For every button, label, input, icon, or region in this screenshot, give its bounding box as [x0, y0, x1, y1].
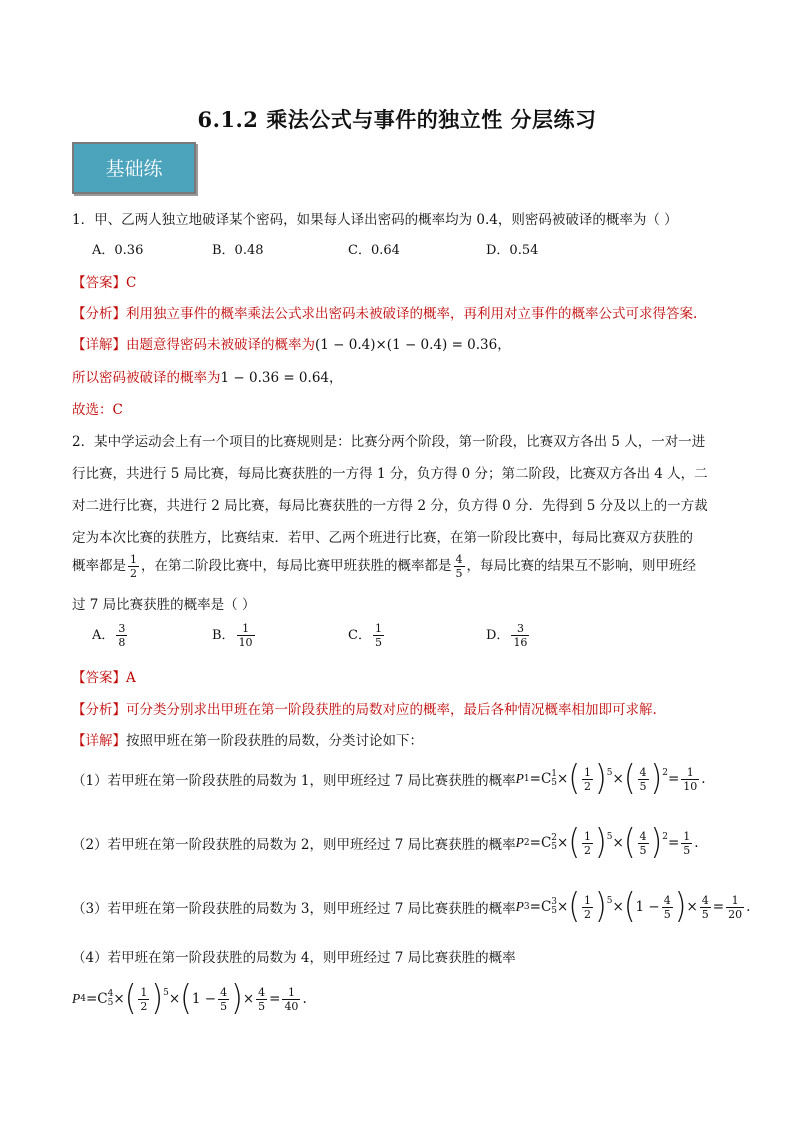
answer-tag: 【答案】 [72, 275, 126, 291]
analysis-text: 利用独立事件的概率乘法公式求出密码未被破译的概率，再利用对立事件的概率公式可求得答案. [126, 306, 698, 322]
q2-option-d: D． $\frac{3}{16}$ [486, 622, 528, 649]
q2-option-c: C． $\frac{1}{5}$ [348, 622, 382, 649]
fraction-four-fifths: $\frac{4}{5}$ [455, 553, 463, 580]
q2-line3: 对二进行比赛，共进行 2 局比赛，每局比赛获胜的一方得 2 分，负方得 0 分．先得到 5 分及以上的一方裁 [72, 498, 708, 514]
q1-line2 [72, 366, 343, 386]
detail-tag: 【详解】 [72, 337, 126, 353]
detail-text: 由题意得密码未被破译的概率为 [126, 337, 315, 353]
fraction-half: $\frac{1}{2}$ [130, 553, 137, 580]
q1-analysis [72, 302, 697, 322]
line5c: ，每局比赛的结果互不影响，则甲班经 [466, 558, 696, 574]
q2-line6: 过 7 局比赛获胜的概率是（ ） [72, 597, 256, 613]
q1-stem: 1．甲、乙两人独立地破译某个密码，如果每人译出密码的概率均为 0.4，则密码被破译的概率为（ ） [72, 212, 678, 228]
case-4-formula: P 4 = C 4 5 × ( $\frac{1}{2}$ ) 5 × ( 1 − $\frac{4}{5}$ ) × $\frac{4}{5}$ = $\frac{1}{40}$ . [72, 978, 307, 1019]
q1-option-c: C．0.64 [348, 243, 400, 258]
q2-analysis: 【分析】可分类分别求出甲班在第一阶段获胜的局数对应的概率，最后各种情况概率相加即可求解. [72, 702, 657, 718]
line2-formula: 1 − 0.36 = 0.64 [220, 370, 329, 386]
analysis-tag: 【分析】 [72, 306, 126, 322]
section-badge: 基础练 [72, 142, 196, 194]
page-title: 6.1.2 乘法公式与事件的独立性 分层练习 [197, 107, 597, 132]
line2-text: 所以密码被破译的概率为 [72, 370, 221, 386]
q2-line2: 行比赛，共进行 5 局比赛，每局比赛获胜的一方得 1 分，负方得 0 分；第二阶段，比赛双方各出 4 人，二 [72, 466, 708, 482]
q2-line5 [72, 553, 696, 580]
q2-answer: 【答案】A [72, 670, 136, 686]
line5a: 概率都是 [72, 558, 126, 574]
q1-option-a: A．0.36 [92, 243, 144, 258]
q2-line4: 定为本次比赛的获胜方，比赛结束．若甲、乙两个班进行比赛，在第一阶段比赛中，每局比赛双方获胜的 [72, 530, 693, 546]
q1-option-d: D．0.54 [486, 243, 539, 258]
case-2: （2）若甲班在第一阶段获胜的局数为 2，则甲班经过 7 局比赛获胜的概率 P 2 = C 2 5 × ( $\frac{1}{2}$ ) 5 × ( $\frac{4}{5}$ ) 2 = $\frac{1}{5}$ . [72, 822, 699, 863]
line2-end: ， [329, 370, 343, 386]
answer-value: C [126, 275, 137, 291]
q2-option-b: B． $\frac{1}{10}$ [212, 622, 253, 649]
case-3: （3）若甲班在第一阶段获胜的局数为 3，则甲班经过 7 局比赛获胜的概率 P 3 = C 3 5 × ( $\frac{1}{2}$ ) 5 × ( 1 − $\frac{4}{5}$ ) × $\frac{4}{5}$ = $\frac{1}{20}$ . [72, 886, 751, 927]
q2-line1: 2．某中学运动会上有一个项目的比赛规则是：比赛分两个阶段，第一阶段，比赛双方各出 5 人，一对一进 [72, 434, 706, 450]
q1-detail [72, 333, 511, 353]
case-4-text: （4）若甲班在第一阶段获胜的局数为 4，则甲班经过 7 局比赛获胜的概率 [72, 950, 516, 966]
q1-option-b: B．0.48 [212, 243, 264, 258]
q2-detail: 【详解】按照甲班在第一阶段获胜的局数，分类讨论如下： [72, 733, 423, 749]
case-1: （1）若甲班在第一阶段获胜的局数为 1，则甲班经过 7 局比赛获胜的概率 P 1 = C 1 5 × ( $\frac{1}{2}$ ) 5 × ( $\frac{4}{5}$ ) 2 = $\frac{1}{10}$ . [72, 758, 706, 799]
q1-choice: 故选：C [72, 402, 123, 418]
line5b: ，在第二阶段比赛中，每局比赛甲班获胜的概率都是 [141, 558, 452, 574]
q1-answer [72, 271, 136, 291]
q2-option-a: A． $\frac{3}{8}$ [92, 622, 126, 649]
detail-end: ， [497, 337, 511, 353]
detail-formula: (1 − 0.4)×(1 − 0.4) = 0.36 [315, 337, 498, 353]
